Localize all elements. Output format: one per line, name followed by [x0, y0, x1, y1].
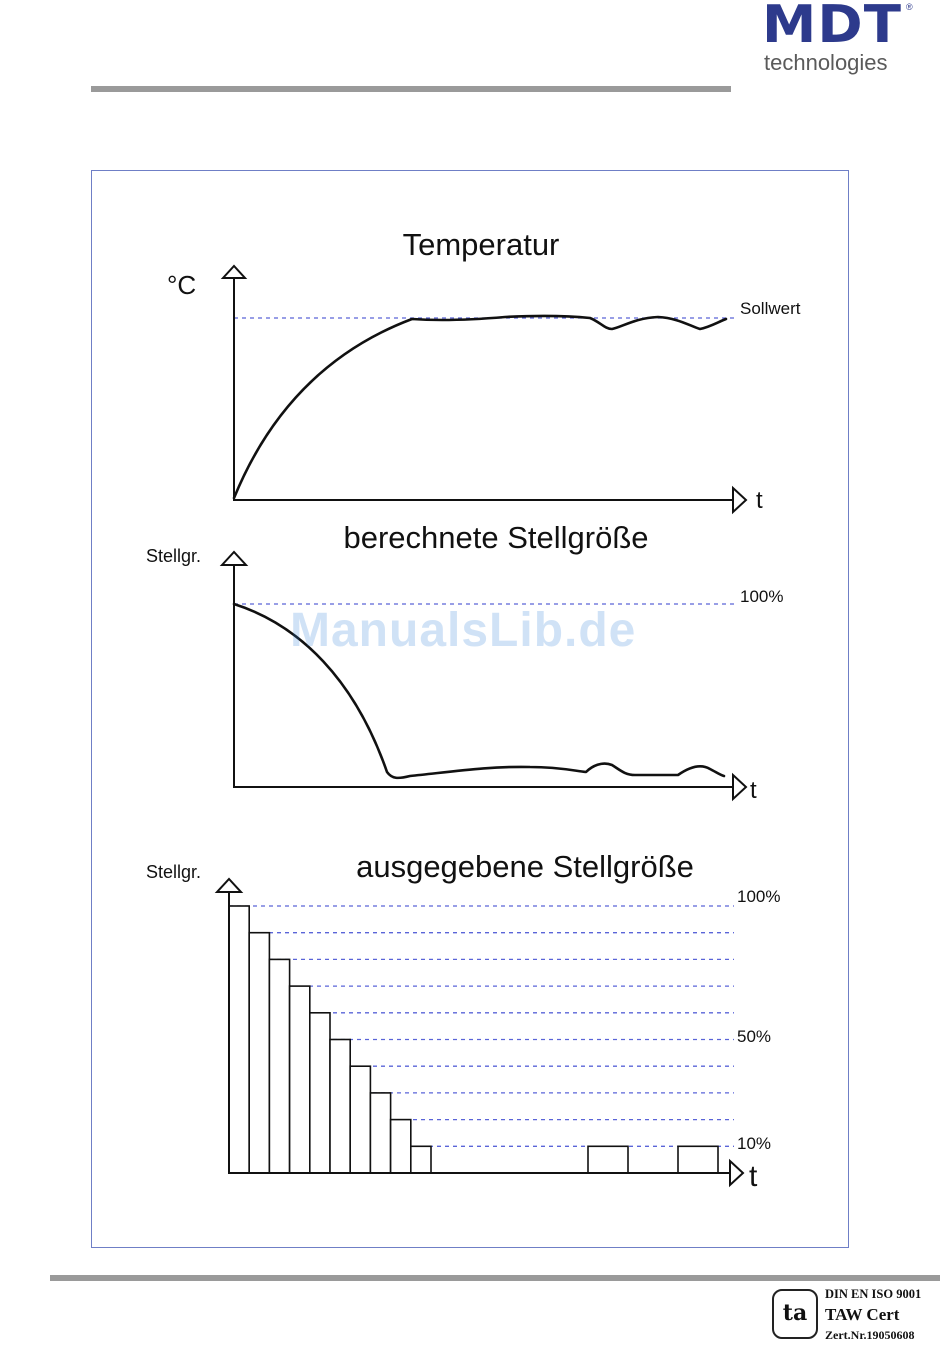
- output-step-bar-6: [330, 1040, 350, 1174]
- calculated-output-diagram: [146, 520, 783, 804]
- certification-mark: [770, 1285, 945, 1347]
- output-y-arrow: [217, 879, 241, 892]
- output-title: ausgegebene Stellgröße: [356, 849, 694, 884]
- cert-standard: DIN EN ISO 9001: [825, 1287, 922, 1301]
- output-step-bar-2: [249, 933, 269, 1173]
- logo-subtext: technologies: [764, 50, 888, 75]
- output-50-label: 50%: [737, 1027, 772, 1046]
- output-pulse-bar-2: [678, 1146, 718, 1173]
- output-y-label: Stellgr.: [146, 862, 202, 882]
- output-step-bar-1: [229, 906, 249, 1173]
- calculated-x-label: t: [750, 777, 757, 804]
- calculated-y-label: Stellgr.: [146, 546, 202, 566]
- output-100-label: 100%: [737, 887, 781, 906]
- temperature-x-label: t: [756, 487, 763, 514]
- output-step-bar-10: [411, 1146, 431, 1173]
- output-diagram: [146, 849, 780, 1193]
- output-step-bar-5: [310, 1013, 330, 1173]
- output-step-bar-4: [290, 986, 310, 1173]
- temperature-title: Temperatur: [402, 227, 560, 262]
- cert-number: Zert.Nr.19050608: [825, 1328, 915, 1342]
- output-pulse-bar-1: [588, 1146, 628, 1173]
- temperature-x-arrow: [733, 488, 746, 512]
- calculated-y-arrow: [222, 552, 246, 565]
- calculated-title: berechnete Stellgröße: [343, 520, 649, 555]
- temperature-y-arrow: [223, 266, 245, 278]
- setpoint-label: Sollwert: [740, 299, 801, 318]
- output-step-bar-7: [350, 1066, 370, 1173]
- output-step-bar-3: [269, 959, 289, 1173]
- registered-mark: ®: [906, 2, 913, 12]
- output-step-bar-8: [370, 1093, 390, 1173]
- output-step-bar-9: [391, 1120, 411, 1173]
- output-10-label: 10%: [737, 1134, 772, 1153]
- cert-name: TAW Cert: [825, 1305, 900, 1324]
- taw-badge-icon: ta: [772, 1289, 818, 1339]
- calculated-100-label: 100%: [740, 587, 784, 606]
- output-x-arrow: [730, 1161, 743, 1185]
- watermark: ManualsLib.de: [290, 604, 637, 657]
- calculated-x-arrow: [733, 775, 746, 799]
- temperature-curve: [234, 316, 726, 498]
- output-x-label: t: [749, 1160, 758, 1193]
- temperature-diagram: [167, 227, 801, 514]
- footer-divider: [50, 1275, 940, 1281]
- temperature-y-label: °C: [167, 270, 197, 300]
- output-bars: [229, 906, 718, 1173]
- logo-wordmark: MDT: [762, 0, 903, 55]
